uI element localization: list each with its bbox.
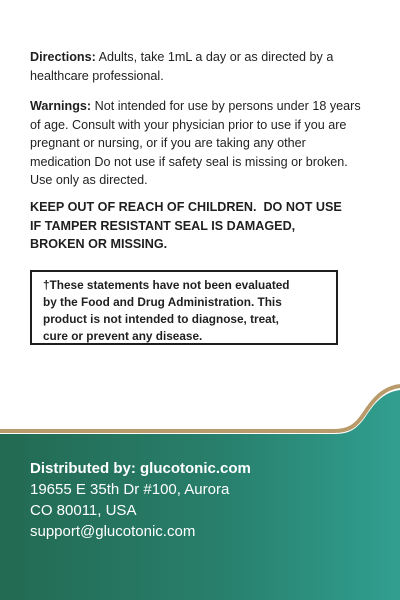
address-line-1: 19655 E 35th Dr #100, Aurora [30, 481, 230, 498]
directions-section [30, 48, 370, 85]
directions-text: Adults, take 1mL a day or as directed by a healthcare professional. [30, 50, 334, 83]
address-line-2: CO 80011, USA [30, 502, 137, 519]
disclaimer-line-4: cure or prevent any disease. [43, 329, 203, 343]
keep-out-of-reach-warning [30, 198, 370, 254]
distributed-by-line: Distributed by: glucotonic.com [30, 460, 251, 477]
distributor-info [30, 458, 370, 542]
fda-disclaimer-box [30, 270, 338, 345]
directions-label: Directions: [30, 50, 96, 64]
keep-out-line-3: BROKEN OR MISSING. [30, 237, 168, 251]
disclaimer-line-2: by the Food and Drug Administration. This [43, 295, 282, 309]
keep-out-line-2: IF TAMPER RESISTANT SEAL IS DAMAGED, [30, 218, 296, 233]
disclaimer-line-3: product is not intended to diagnose, treat, [43, 312, 279, 326]
keep-out-line-1: KEEP OUT OF REACH OF CHILDREN. DO NOT USE [30, 200, 342, 214]
footer-gold-accent-line [0, 386, 400, 431]
warnings-text: Not intended for use by persons under 18 years of age. Consult with your physician prior to use if you are pregnant or nursing, or if you are taking any other medication Do not use if safety seal is missing or broken. Use only as directed. [30, 99, 361, 187]
support-email: support@glucotonic.com [30, 523, 196, 540]
warnings-section [30, 97, 370, 190]
warnings-label: Warnings: [30, 99, 92, 113]
disclaimer-line-1: †These statements have not been evaluated [43, 278, 290, 292]
